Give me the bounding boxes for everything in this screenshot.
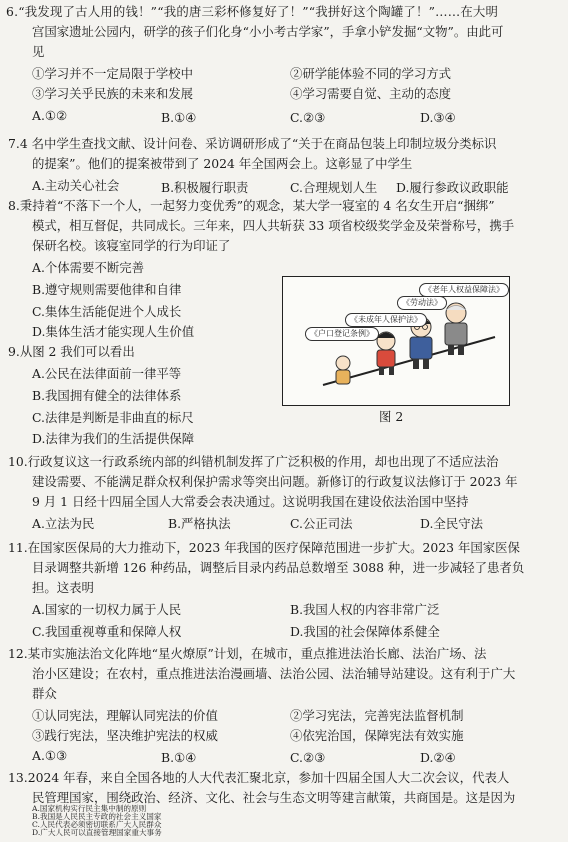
question-6-option-c: C.②③ (290, 110, 326, 125)
question-10-line-1: 10.行政复议这一行政系统内部的纠错机制发挥了广泛积极的作用，却也出现了不适应法治 (8, 454, 499, 469)
figure-label-minors-protection: 《未成年人保护法》 (345, 313, 427, 327)
question-9-option-a: A.公民在法律面前一律平等 (32, 366, 182, 381)
question-10-option-d: D.全民守法 (420, 516, 483, 531)
question-9-line-1: 9.从图 2 我们可以看出 (8, 344, 135, 359)
question-6-statement-1: ①学习并不一定局限于学校中 (32, 66, 194, 81)
question-12-option-b: B.①④ (161, 750, 197, 765)
question-6-line-3: 见 (32, 44, 45, 59)
question-12-option-c: C.②③ (290, 750, 326, 765)
question-10-line-3: 9 月 1 日经十四届全国人大常委会表决通过。这说明我国在建设依法治国中坚持 (32, 494, 469, 509)
question-6-option-b: B.①④ (161, 110, 197, 125)
question-7-line-2: 的提案”。他们的提案被带到了 2024 年全国两会上。这彰显了中学生 (32, 156, 413, 171)
question-11-line-3: 担。这表明 (32, 580, 94, 595)
figure-2-caption: 图 2 (379, 409, 404, 424)
question-13-line-2: 民管理国家，围绕政治、经济、文化、社会与生态文明等建言献策，共商国是。这是因为 (32, 790, 516, 805)
question-11-line-2: 目录调整共新增 126 种药品，调整后目录内药品总数增至 3088 种，进一步减轻了患者负 (32, 560, 525, 575)
question-10-line-2: 建设需要、不能满足群众权利保护需求等突出问题。新修订的行政复议法修订于 2023 年 (32, 474, 518, 489)
question-12-statement-3: ③践行宪法，坚决维护宪法的权威 (32, 728, 218, 743)
question-11-option-d: D.我国的社会保障体系健全 (290, 624, 440, 639)
question-6-line-1: 6.“我发现了古人用的钱！”“我的唐三彩杯修复好了！”“我拼好这个陶罐了！”……在大明 (6, 4, 499, 19)
question-8-option-b: B.遵守规则需要他律和自律 (32, 282, 182, 297)
question-11-option-a: A.国家的一切权力属于人民 (32, 602, 182, 617)
question-11-option-c: C.我国重视尊重和保障人权 (32, 624, 182, 639)
question-12-statement-1: ①认同宪法，理解认同宪法的价值 (32, 708, 218, 723)
question-8-line-1: 8.秉持着“不落下一个人，一起努力变优秀”的观念，某大学一寝室的 4 名女生开启“捆绑” (8, 198, 495, 213)
question-13-option-b: B.我国是人民民主专政的社会主义国家 (32, 812, 162, 821)
question-12-option-d: D.②④ (420, 750, 456, 765)
question-7-line-1: 7.4 名中学生查找文献、设计问卷、采访调研形成了“关于在商品包装上印制垃圾分类标识 (8, 136, 497, 151)
question-12-statement-2: ②学习宪法，完善宪法监督机制 (290, 708, 464, 723)
question-8-line-2: 模式，相互督促，共同成长。三年来，四人共斩获 33 项省校级奖学金及荣誉称号，携手 (32, 218, 515, 233)
question-6-option-a: A.①② (32, 108, 68, 123)
question-9-option-c: C.法律是判断是非曲直的标尺 (32, 410, 194, 425)
question-6-line-2: 宫国家遗址公园内，研学的孩子们化身“小小考古学家”，手拿小铲发掘“文物”。由此可 (32, 24, 504, 39)
question-9-option-d: D.法律为我们的生活提供保障 (32, 431, 195, 446)
question-12-line-1: 12.某市实施法治文化阵地“星火燎原”计划，在城市，重点推进法治长廊、法治广场、法 (8, 646, 487, 661)
question-8-option-c: C.集体生活能促进个人成长 (32, 304, 182, 319)
question-13-option-d: D.广大人民可以直接管理国家重大事务 (32, 828, 162, 837)
figure-label-household-registration: 《户口登记条例》 (305, 327, 379, 341)
question-10-option-c: C.公正司法 (290, 516, 353, 531)
question-12-line-2: 治小区建设；在农村，重点推进法治漫画墙、法治公园、法治辅导站建设。这有利于广大 (32, 666, 516, 681)
figure-label-labor-law: 《劳动法》 (397, 296, 447, 310)
question-9-option-b: B.我国拥有健全的法律体系 (32, 388, 182, 403)
question-7-option-d: D.履行参政议政职能 (396, 180, 509, 195)
question-6-statement-4: ④学习需要自觉、主动的态度 (290, 86, 452, 101)
question-7-option-a: A.主动关心社会 (32, 178, 120, 193)
question-11-line-1: 11.在国家医保局的大力推动下，2023 年我国的医疗保障范围进一步扩大。2023 年国家医保 (8, 540, 520, 555)
question-7-option-c: C.合理规划人生 (290, 180, 378, 195)
figure-label-elderly-rights: 《老年人权益保障法》 (419, 283, 509, 297)
question-6-statement-3: ③学习关乎民族的未来和发展 (32, 86, 194, 101)
question-8-option-d: D.集体生活才能实现人生价值 (32, 324, 195, 339)
question-10-option-b: B.严格执法 (168, 516, 231, 531)
teen-figure (377, 332, 395, 375)
child-figure (336, 356, 350, 384)
question-12-option-a: A.①③ (32, 748, 68, 763)
question-13-option-a: A.国家机构实行民主集中制的原则 (32, 804, 147, 813)
question-12-line-3: 群众 (32, 686, 57, 701)
question-8-line-3: 保研名校。该寝室同学的行为印证了 (32, 238, 231, 253)
question-6-option-d: D.③④ (420, 110, 456, 125)
question-8-option-a: A.个体需要不断完善 (32, 260, 145, 275)
question-11-option-b: B.我国人权的内容非常广泛 (290, 602, 440, 617)
question-13-line-1: 13.2024 年春，来自全国各地的人大代表汇聚北京，参加十四届全国人大二次会议，代表人 (8, 770, 510, 785)
question-10-option-a: A.立法为民 (32, 516, 95, 531)
question-7-option-b: B.积极履行职责 (161, 180, 249, 195)
figure-2 (282, 276, 510, 406)
question-13-option-c: C.人民代表必须密切联系广大人民群众 (32, 820, 162, 829)
question-6-statement-2: ②研学能体验不同的学习方式 (290, 66, 452, 81)
question-12-statement-4: ④依宪治国，保障宪法有效实施 (290, 728, 464, 743)
